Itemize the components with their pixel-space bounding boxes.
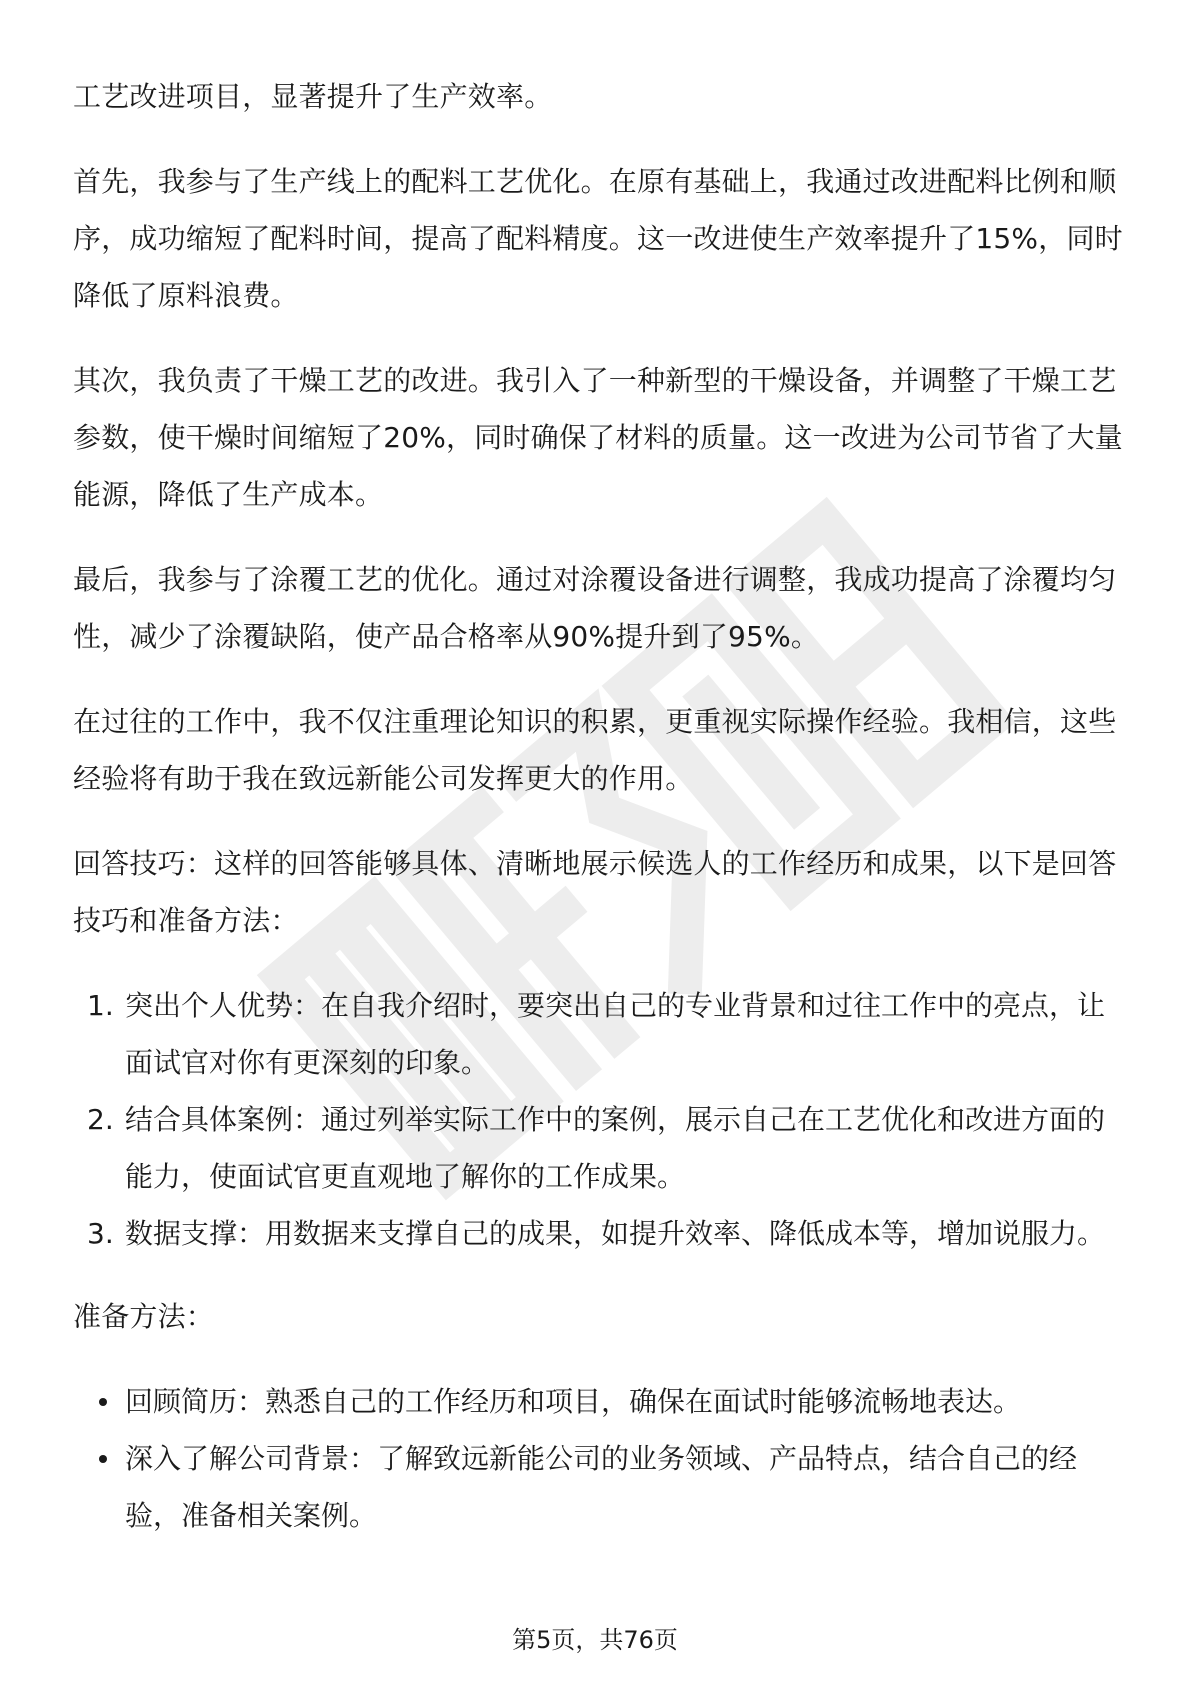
list-item-text: 深入了解公司背景：了解致远新能公司的业务领域、产品特点，结合自己的经验，准备相关案例。: [125, 1442, 1078, 1532]
list-item-text: 数据支撑：用数据来支撑自己的成果，如提升效率、降低成本等，增加说服力。: [125, 1217, 1106, 1250]
paragraph-batching: 首先，我参与了生产线上的配料工艺优化。在原有基础上，我通过改进配料比例和顺序，成功缩短了配料时间，提高了配料精度。这一改进使生产效率提升了15%，同时降低了原料浪费。: [73, 165, 1123, 312]
paragraph-drying: 其次，我负责了干燥工艺的改进。我引入了一种新型的干燥设备，并调整了干燥工艺参数，使干燥时间缩短了20%，同时确保了材料的质量。这一改进为公司节省了大量能源，降低了生产成本。: [73, 364, 1123, 511]
list-item: [73, 977, 1123, 1091]
list-item-text: 突出个人优势：在自我介绍时，要突出自己的专业背景和过往工作中的亮点，让面试官对你有更深刻的印象。: [125, 989, 1106, 1079]
list-item: [73, 1091, 1123, 1205]
paragraph-coating: 最后，我参与了涂覆工艺的优化。通过对涂覆设备进行调整，我成功提高了涂覆均匀性，减少了涂覆缺陷，使产品合格率从90%提升到了95%。: [73, 563, 1117, 653]
list-number: 3.: [87, 1217, 114, 1250]
page-footer: 第5页，共76页: [512, 1626, 678, 1654]
paragraph-intro: 工艺改进项目，显著提升了生产效率。: [73, 80, 553, 113]
document-body: [73, 68, 1123, 1544]
list-number: 2.: [87, 1103, 114, 1136]
paragraph-answer-tips: 回答技巧：这样的回答能够具体、清晰地展示候选人的工作经历和成果，以下是回答技巧和准备方法：: [73, 847, 1117, 937]
tips-list: [73, 977, 1123, 1262]
prep-list: [73, 1373, 1123, 1544]
bullet-icon: [99, 1455, 107, 1463]
paragraph-experience: 在过往的工作中，我不仅注重理论知识的积累，更重视实际操作经验。我相信，这些经验将有助于我在致远新能公司发挥更大的作用。: [73, 705, 1117, 795]
list-item: [73, 1373, 1123, 1430]
list-item: [73, 1430, 1123, 1544]
list-item-text: 结合具体案例：通过列举实际工作中的案例，展示自己在工艺优化和改进方面的能力，使面试官更直观地了解你的工作成果。: [125, 1103, 1106, 1193]
list-item: [73, 1205, 1123, 1262]
prep-heading: 准备方法：: [73, 1300, 215, 1333]
list-item-text: 回顾简历：熟悉自己的工作经历和项目，确保在面试时能够流畅地表达。: [125, 1385, 1022, 1418]
bullet-icon: [99, 1398, 107, 1406]
list-number: 1.: [87, 989, 114, 1022]
